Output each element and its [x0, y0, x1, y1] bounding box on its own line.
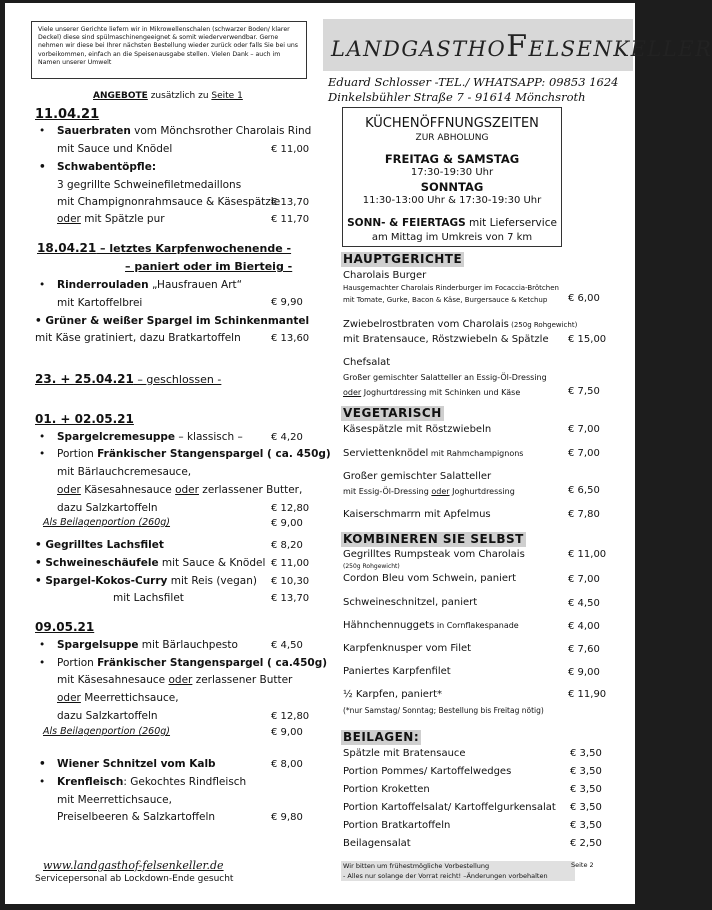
- date-heading-5: 09.05.21: [35, 620, 95, 634]
- item-spargel-schinken: • Grüner & weißer Spargel im Schinkenmantel: [35, 315, 310, 327]
- item-schwabentoepfle-line2: 3 gegrillte Schweinefiletmedaillons: [57, 179, 242, 191]
- side-kroketten: Portion Kroketten: [343, 784, 430, 795]
- price-side-kartoffelsalat: € 3,50: [570, 802, 602, 813]
- item-wiener-schnitzel: • Wiener Schnitzel vom Kalb: [39, 758, 216, 770]
- item-rinderrouladen-line2: mit Kartoffelbrei: [57, 297, 143, 309]
- item-lachsfilet: • Gegrilltes Lachsfilet: [35, 539, 164, 551]
- website-link[interactable]: www.landgasthof-felsenkeller.de: [43, 859, 224, 872]
- price-curry: € 10,30: [271, 576, 310, 587]
- item-desc: mit Reis (vegan): [167, 575, 257, 587]
- page-number: Seite 2: [571, 861, 594, 869]
- item-desc: zerlassener Butter,: [198, 484, 303, 496]
- item-spargelsuppe: • Spargelsuppe mit Bärlauchpesto: [39, 639, 238, 651]
- item-name: • Schweineschäufele: [35, 557, 159, 569]
- item-desc: zerlassener Butter: [192, 674, 293, 686]
- price-karpfenknusper: € 7,60: [568, 644, 600, 655]
- price-zwiebelrostbraten: € 15,00: [568, 334, 607, 345]
- side-pommes: Portion Pommes/ Kartoffelwedges: [343, 766, 512, 777]
- item-desc: mit Spätzle pur: [80, 213, 165, 225]
- item-nuggets: [343, 620, 519, 631]
- karpfen-note: (*nur Samstag/ Sonntag; Bestellung bis Freitag nötig): [343, 706, 544, 715]
- logo-part2: F: [506, 29, 529, 64]
- hours-days-1: FREITAG & SAMSTAG: [384, 152, 520, 166]
- angebote-page-link: Seite 1: [211, 91, 243, 101]
- or-word: oder: [57, 692, 81, 704]
- date-note: – letztes Karpfenwochenende -: [96, 242, 292, 255]
- price-sauerbraten: € 11,00: [271, 144, 310, 155]
- angebote-suffix: zusätzlich zu: [147, 91, 212, 101]
- item-desc: mit Essig-Öl-Dressing: [343, 487, 432, 496]
- item-spargelcremesuppe: • Spargelcremesuppe – klassisch –: [39, 431, 243, 443]
- item-chefsalat: Chefsalat: [343, 357, 391, 368]
- item-stangenspargel-1: • Portion Fränkischer Stangenspargel ( ca. 450g): [39, 448, 331, 460]
- item-salatteller: Großer gemischter Salatteller: [343, 471, 492, 482]
- item-name: • Spargel-Kokos-Curry: [35, 575, 168, 587]
- price-spargelcremesuppe: € 4,20: [271, 432, 303, 443]
- hours-title: KÜCHENÖFFNUNGSZEITEN: [365, 116, 539, 131]
- item-name: Wiener Schnitzel vom Kalb: [57, 758, 216, 770]
- hours-radius: am Mittag im Umkreis von 7 km: [371, 232, 533, 243]
- item-karpfenknusper: Karpfenknusper vom Filet: [343, 643, 472, 654]
- price-krenfleisch: € 9,80: [271, 812, 303, 823]
- item-burger-desc1: Hausgemachter Charolais Rinderburger im Focaccia-Brötchen: [343, 284, 559, 292]
- item-prefix: Portion: [57, 657, 98, 669]
- price-spargelsuppe: € 4,50: [271, 640, 303, 651]
- item-name: Spargelsuppe: [57, 639, 139, 651]
- item-zwiebelrostbraten-line2: mit Bratensauce, Röstzwiebeln & Spätzle: [343, 334, 549, 345]
- date-heading-4: 01. + 02.05.21: [35, 412, 134, 426]
- item-desc: Joghurtdressing: [449, 487, 515, 496]
- item-weight: (250g Rohgewicht): [508, 321, 578, 329]
- notice-box: Viele unserer Gerichte liefern wir in Mikrowellenschalen (schwarzer Boden/ klarer Deckel) diese sind spülmaschinengeeignet & somit wiederverwendbar. Gerne nehmen wir diese bei Ihrer nächsten Bestellung wieder zurück oder falls Sie bei uns vorbeikommen, einfach an die Speisenausgabe stellen. Vielen Dank – auch im Namen unserer Umwelt: [31, 21, 307, 79]
- price-side-bratkartoffeln: € 3,50: [570, 820, 602, 831]
- side-portion-1: Als Beilagenportion (260g): [43, 517, 171, 528]
- item-name: Hähnchennuggets: [343, 620, 435, 631]
- item-desc: mit Sauce & Knödel: [158, 557, 266, 569]
- section-beilagen: BEILAGEN:: [343, 730, 420, 744]
- hours-time-2: 11:30-13:00 Uhr & 17:30-19:30 Uhr: [362, 195, 542, 206]
- or-word: oder: [431, 487, 450, 496]
- item-desc: mit Rahmchampignons: [428, 449, 524, 458]
- hours-time-1: 17:30-19:30 Uhr: [410, 167, 494, 178]
- item-name: Rinderrouladen: [57, 279, 149, 291]
- price-side-pommes: € 3,50: [570, 766, 602, 777]
- item-stangenspargel-1-line4: dazu Salzkartoffeln: [57, 502, 158, 514]
- or-word: oder: [168, 674, 193, 686]
- date-heading-1: 11.04.21: [35, 107, 100, 122]
- or-word: oder: [175, 484, 199, 496]
- item-desc: „Hausfrauen Art“: [148, 279, 243, 291]
- item-kaiserschmarrn: Kaiserschmarrn mit Apfelmus: [343, 509, 491, 520]
- item-name: Fränkischer Stangenspargel ( ca. 450g): [97, 448, 331, 460]
- item-desc: : Gekochtes Rindfleisch: [123, 776, 247, 788]
- or-word: oder: [57, 213, 81, 225]
- item-rumpsteak-weight: (250g Rohgewicht): [343, 563, 400, 570]
- hours-holiday: [343, 217, 561, 229]
- item-schweineschnitzel: Schweineschnitzel, paniert: [343, 597, 478, 608]
- item-karpfenfilet: Paniertes Karpfenfilet: [343, 666, 451, 677]
- item-name: Zwiebelrostbraten vom Charolais: [343, 319, 509, 330]
- menu-page: [5, 3, 712, 904]
- item-salatteller-line2: [343, 487, 515, 496]
- logo-text: [331, 29, 712, 64]
- side-spaetzle: Spätzle mit Bratensauce: [343, 748, 466, 759]
- angebote-heading: [93, 91, 243, 101]
- item-burger: Charolais Burger: [343, 270, 427, 281]
- item-name: Spargelcremesuppe: [57, 431, 176, 443]
- item-stangenspargel-2-line4: dazu Salzkartoffeln: [57, 710, 158, 722]
- side-kartoffelsalat: Portion Kartoffelsalat/ Kartoffelgurkensalat: [343, 802, 556, 813]
- price-schweineschnitzel: € 4,50: [568, 598, 600, 609]
- price-rumpsteak: € 11,00: [568, 549, 607, 560]
- price-curry-lachs: € 13,70: [271, 593, 310, 604]
- or-word: oder: [343, 388, 362, 397]
- side-portion-2: Als Beilagenportion (260g): [43, 726, 171, 737]
- item-sauerbraten-line2: mit Sauce und Knödel: [57, 143, 173, 155]
- item-curry-lachs: mit Lachsfilet: [113, 592, 184, 604]
- logo-part1: LANDGASTHO: [331, 37, 507, 61]
- item-desc: Joghurtdressing mit Schinken und Käse: [361, 388, 521, 397]
- price-side-portion-1: € 9,00: [271, 518, 303, 529]
- item-desc: – klassisch –: [175, 431, 243, 443]
- opening-hours-box: [342, 107, 562, 247]
- item-desc: mit Käsesahnesauce: [57, 674, 169, 686]
- logo-part3: ELSENKELLER: [528, 37, 712, 61]
- holiday-label: SONN- & FEIERTAGS: [347, 217, 466, 229]
- item-schaeufele: [35, 557, 265, 569]
- price-halber-karpfen: € 11,90: [568, 689, 607, 700]
- date: 18.04.21: [37, 241, 97, 255]
- price-side-portion-2: € 9,00: [271, 727, 303, 738]
- price-spargel-schinken: € 13,60: [271, 333, 310, 344]
- hours-days-2: SONNTAG: [420, 180, 484, 194]
- price-nuggets: € 4,00: [568, 621, 600, 632]
- item-stangenspargel-1-line3: [57, 484, 302, 496]
- hours-subtitle: ZUR ABHOLUNG: [415, 133, 489, 143]
- item-desc: Käsesahnesauce: [80, 484, 176, 496]
- address-line1: Eduard Schlosser -TEL./ WHATSAPP: 09853 1624: [328, 75, 619, 89]
- price-rinderrouladen: € 9,90: [271, 297, 303, 308]
- item-burger-desc2: mit Tomate, Gurke, Bacon & Käse, Burgersauce & Ketchup: [343, 296, 548, 304]
- item-stangenspargel-2: • Portion Fränkischer Stangenspargel ( ca.450g): [39, 657, 328, 669]
- angebote-label: ANGEBOTE: [93, 91, 148, 101]
- price-lachsfilet: € 8,20: [271, 540, 303, 551]
- price-stangenspargel-2: € 12,80: [271, 711, 310, 722]
- price-serviettenknoedel: € 7,00: [568, 448, 600, 459]
- item-schwabentoepfle-line4: [57, 213, 165, 225]
- footer-note-2: - Alles nur solange der Vorrat reicht! –Änderungen vorbehalten: [343, 872, 548, 880]
- price-schwabentoepfle-2: € 11,70: [271, 214, 310, 225]
- item-sauerbraten: • Sauerbraten vom Mönchsrother Charolais Rind: [39, 125, 312, 137]
- item-krenfleisch-line2: mit Meerrettichsauce,: [57, 794, 172, 806]
- item-desc: in Cornflakespanade: [434, 621, 519, 630]
- item-desc: Meerrettichsauce,: [80, 692, 179, 704]
- item-name: Krenfleisch: [57, 776, 124, 788]
- item-cordon-bleu: Cordon Bleu vom Schwein, paniert: [343, 573, 517, 584]
- side-beilagensalat: Beilagensalat: [343, 838, 411, 849]
- date-heading-2-line2: – paniert oder im Bierteig -: [125, 260, 293, 273]
- item-name: Fränkischer Stangenspargel ( ca.450g): [97, 657, 328, 669]
- price-cordon-bleu: € 7,00: [568, 574, 600, 585]
- price-side-kroketten: € 3,50: [570, 784, 602, 795]
- date: 23. + 25.04.21: [35, 372, 134, 386]
- item-name: Serviettenknödel: [343, 448, 429, 459]
- section-hauptgerichte: HAUPTGERICHTE: [343, 252, 463, 266]
- footer-note-box: [341, 861, 575, 881]
- item-prefix: Portion: [57, 448, 98, 460]
- item-name: Schwabentöpfle:: [57, 161, 157, 173]
- price-side-beilagensalat: € 2,50: [570, 838, 602, 849]
- or-word: oder: [57, 484, 81, 496]
- date-heading-2: [37, 241, 291, 255]
- item-halber-karpfen: ½ Karpfen, paniert*: [343, 689, 442, 700]
- item-desc: vom Mönchsrother Charolais Rind: [130, 125, 312, 137]
- side-bratkartoffeln: Portion Bratkartoffeln: [343, 820, 451, 831]
- price-wiener-schnitzel: € 8,00: [271, 759, 303, 770]
- address-line2: Dinkelsbühler Straße 7 - 91614 Mönchsroth: [328, 90, 586, 104]
- item-schwabentoepfle-line3: mit Champignonrahmsauce & Käsespätzle: [57, 196, 281, 208]
- item-serviettenknoedel: [343, 448, 523, 459]
- item-stangenspargel-2-line3: [57, 692, 179, 704]
- section-vegetarisch: VEGETARISCH: [343, 406, 442, 420]
- item-desc: mit Bärlauchpesto: [138, 639, 238, 651]
- date-heading-3: [35, 372, 221, 386]
- price-schwabentoepfle-1: € 13,70: [271, 197, 310, 208]
- price-burger: € 6,00: [568, 293, 600, 304]
- item-krenfleisch-line3: Preiselbeeren & Salzkartoffeln: [57, 811, 216, 823]
- holiday-desc: mit Lieferservice: [465, 217, 557, 229]
- price-kaesespaetzle: € 7,00: [568, 424, 600, 435]
- price-stangenspargel-1: € 12,80: [271, 503, 310, 514]
- item-zwiebelrostbraten: [343, 319, 577, 330]
- restaurant-logo: [323, 19, 712, 71]
- price-chefsalat: € 7,50: [568, 386, 600, 397]
- item-chefsalat-line3: [343, 388, 520, 397]
- item-stangenspargel-1-line2: mit Bärlauchcremesauce,: [57, 466, 192, 478]
- section-kombinieren: KOMBINEREN SIE SELBST: [343, 532, 524, 546]
- item-spargel-schinken-line2: mit Käse gratiniert, dazu Bratkartoffeln: [35, 332, 241, 344]
- footer-note-1: Wir bitten um frühestmögliche Vorbestellung: [343, 862, 490, 870]
- item-rumpsteak: Gegrilltes Rumpsteak vom Charolais: [343, 549, 525, 560]
- date-note: – geschlossen -: [133, 373, 222, 386]
- item-kaesespaetzle: Käsespätzle mit Röstzwiebeln: [343, 424, 492, 435]
- price-kaiserschmarrn: € 7,80: [568, 509, 600, 520]
- item-krenfleisch: • Krenfleisch: Gekochtes Rindfleisch: [39, 776, 247, 788]
- staff-notice: Servicepersonal ab Lockdown-Ende gesucht: [35, 874, 234, 884]
- item-rinderrouladen: • Rinderrouladen „Hausfrauen Art“: [39, 279, 243, 291]
- item-schwabentoepfle: • Schwabentöpfle:: [39, 161, 157, 173]
- item-chefsalat-line2: Großer gemischter Salatteller an Essig-Öl-Dressing: [343, 373, 547, 382]
- item-name: Sauerbraten: [57, 125, 131, 137]
- price-salatteller: € 6,50: [568, 485, 600, 496]
- item-stangenspargel-2-line2: [57, 674, 292, 686]
- item-curry: [35, 575, 257, 587]
- price-side-spaetzle: € 3,50: [570, 748, 602, 759]
- price-karpfenfilet: € 9,00: [568, 667, 600, 678]
- price-schaeufele: € 11,00: [271, 558, 310, 569]
